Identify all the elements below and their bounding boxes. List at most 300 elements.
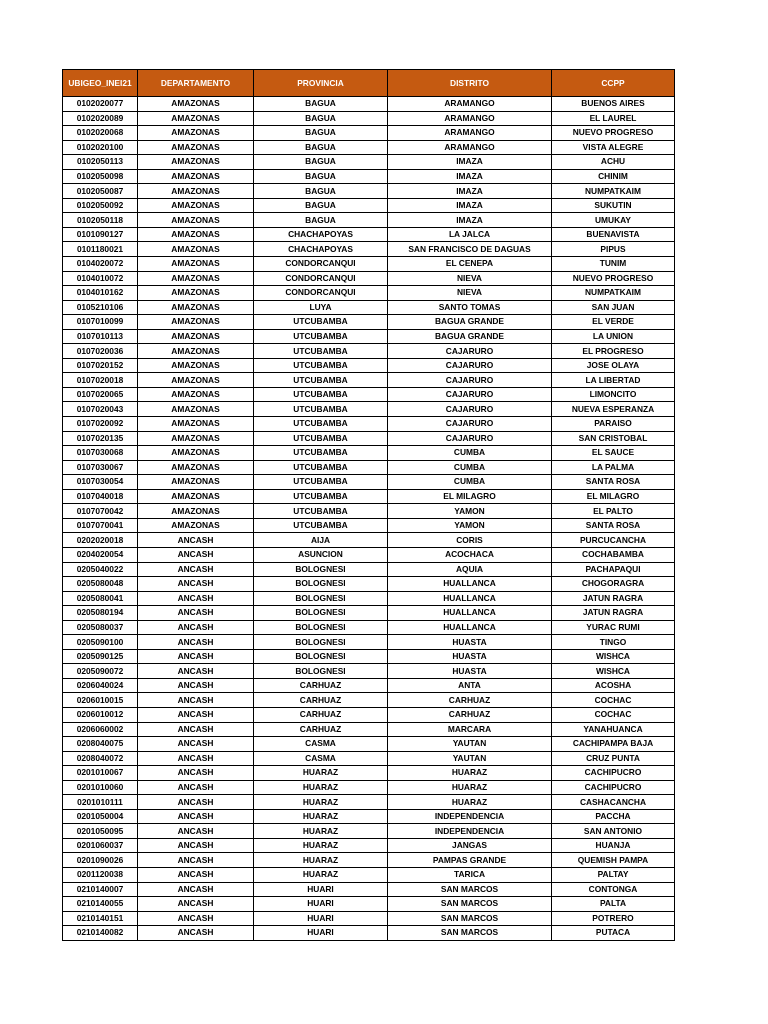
cell-distrito: ANTA: [388, 678, 552, 693]
cell-distrito: AQUIA: [388, 562, 552, 577]
cell-provincia: HUARAZ: [254, 766, 388, 781]
table-row: [63, 227, 675, 242]
cell-distrito: ARAMANGO: [388, 126, 552, 141]
cell-ccpp: LA PALMA: [552, 460, 675, 475]
cell-distrito: HUALLANCA: [388, 620, 552, 635]
cell-provincia: ASUNCION: [254, 547, 388, 562]
cell-ccpp: PUTACA: [552, 926, 675, 941]
cell-departamento: ANCASH: [138, 824, 254, 839]
cell-ubigeo: 0206010012: [63, 707, 138, 722]
cell-distrito: HUARAZ: [388, 780, 552, 795]
table-row: [63, 562, 675, 577]
cell-distrito: HUARAZ: [388, 766, 552, 781]
cell-ccpp: CACHIPAMPA BAJA: [552, 737, 675, 752]
table-row: [63, 547, 675, 562]
table-row: [63, 387, 675, 402]
cell-ccpp: NUEVO PROGRESO: [552, 126, 675, 141]
cell-ubigeo: 0205040022: [63, 562, 138, 577]
cell-ubigeo: 0205090100: [63, 635, 138, 650]
cell-ccpp: EL LAUREL: [552, 111, 675, 126]
cell-distrito: ARAMANGO: [388, 140, 552, 155]
cell-departamento: AMAZONAS: [138, 315, 254, 330]
cell-departamento: ANCASH: [138, 926, 254, 941]
cell-ccpp: ACHU: [552, 155, 675, 170]
cell-ubigeo: 0201050095: [63, 824, 138, 839]
cell-ubigeo: 0206010015: [63, 693, 138, 708]
cell-distrito: HUALLANCA: [388, 606, 552, 621]
cell-ccpp: POTRERO: [552, 911, 675, 926]
cell-departamento: ANCASH: [138, 547, 254, 562]
table-row: [63, 664, 675, 679]
cell-ubigeo: 0104010162: [63, 286, 138, 301]
cell-distrito: ACOCHACA: [388, 547, 552, 562]
cell-distrito: IMAZA: [388, 184, 552, 199]
table-row: [63, 737, 675, 752]
cell-provincia: AIJA: [254, 533, 388, 548]
cell-provincia: UTCUBAMBA: [254, 358, 388, 373]
cell-provincia: BAGUA: [254, 198, 388, 213]
cell-ccpp: YANAHUANCA: [552, 722, 675, 737]
cell-ccpp: NUEVA ESPERANZA: [552, 402, 675, 417]
cell-provincia: UTCUBAMBA: [254, 417, 388, 432]
column-header-departamento: DEPARTAMENTO: [138, 70, 254, 97]
cell-ccpp: WISHCA: [552, 664, 675, 679]
table-header: [63, 70, 675, 97]
cell-provincia: UTCUBAMBA: [254, 387, 388, 402]
cell-distrito: CAJARURO: [388, 373, 552, 388]
cell-ubigeo: 0205080048: [63, 577, 138, 592]
cell-distrito: SAN MARCOS: [388, 926, 552, 941]
table-row: [63, 242, 675, 257]
table-row: [63, 620, 675, 635]
cell-ccpp: TUNIM: [552, 257, 675, 272]
cell-departamento: AMAZONAS: [138, 504, 254, 519]
table-row: [63, 897, 675, 912]
cell-ubigeo: 0206040024: [63, 678, 138, 693]
table-row: [63, 358, 675, 373]
cell-distrito: HUASTA: [388, 635, 552, 650]
cell-ccpp: SAN JUAN: [552, 300, 675, 315]
cell-ubigeo: 0208040075: [63, 737, 138, 752]
table-row: [63, 431, 675, 446]
cell-departamento: ANCASH: [138, 591, 254, 606]
cell-departamento: ANCASH: [138, 649, 254, 664]
table-row: [63, 591, 675, 606]
cell-distrito: SANTO TOMAS: [388, 300, 552, 315]
cell-provincia: UTCUBAMBA: [254, 504, 388, 519]
cell-distrito: SAN MARCOS: [388, 897, 552, 912]
cell-departamento: AMAZONAS: [138, 460, 254, 475]
cell-ccpp: EL PALTO: [552, 504, 675, 519]
cell-ccpp: LA UNION: [552, 329, 675, 344]
cell-distrito: CAJARURO: [388, 402, 552, 417]
cell-ubigeo: 0104010072: [63, 271, 138, 286]
cell-departamento: AMAZONAS: [138, 111, 254, 126]
cell-provincia: HUARAZ: [254, 867, 388, 882]
cell-ccpp: LA LIBERTAD: [552, 373, 675, 388]
cell-distrito: TARICA: [388, 867, 552, 882]
cell-departamento: ANCASH: [138, 664, 254, 679]
cell-ubigeo: 0102020077: [63, 97, 138, 112]
cell-ccpp: EL PROGRESO: [552, 344, 675, 359]
cell-departamento: AMAZONAS: [138, 126, 254, 141]
table-row: [63, 678, 675, 693]
cell-ubigeo: 0107020018: [63, 373, 138, 388]
table-body: [63, 97, 675, 941]
cell-ubigeo: 0205080037: [63, 620, 138, 635]
cell-distrito: SAN FRANCISCO DE DAGUAS: [388, 242, 552, 257]
table-row: [63, 169, 675, 184]
cell-departamento: ANCASH: [138, 795, 254, 810]
cell-ubigeo: 0102020068: [63, 126, 138, 141]
cell-ubigeo: 0205090125: [63, 649, 138, 664]
table-row: [63, 882, 675, 897]
cell-ccpp: YURAC RUMI: [552, 620, 675, 635]
cell-distrito: CUMBA: [388, 460, 552, 475]
cell-ubigeo: 0201060037: [63, 838, 138, 853]
cell-ubigeo: 0107020065: [63, 387, 138, 402]
cell-departamento: AMAZONAS: [138, 329, 254, 344]
table-row: [63, 344, 675, 359]
cell-ccpp: EL VERDE: [552, 315, 675, 330]
cell-provincia: UTCUBAMBA: [254, 460, 388, 475]
cell-ccpp: NUEVO PROGRESO: [552, 271, 675, 286]
cell-ubigeo: 0107030067: [63, 460, 138, 475]
table-row: [63, 635, 675, 650]
cell-provincia: UTCUBAMBA: [254, 475, 388, 490]
cell-provincia: BOLOGNESI: [254, 620, 388, 635]
cell-departamento: AMAZONAS: [138, 402, 254, 417]
cell-provincia: UTCUBAMBA: [254, 329, 388, 344]
cell-ubigeo: 0105210106: [63, 300, 138, 315]
cell-departamento: AMAZONAS: [138, 198, 254, 213]
table-row: [63, 402, 675, 417]
cell-provincia: LUYA: [254, 300, 388, 315]
cell-departamento: ANCASH: [138, 853, 254, 868]
cell-ccpp: SANTA ROSA: [552, 518, 675, 533]
cell-distrito: CARHUAZ: [388, 693, 552, 708]
cell-distrito: EL CENEPA: [388, 257, 552, 272]
cell-ubigeo: 0107070042: [63, 504, 138, 519]
cell-ccpp: CHOGORAGRA: [552, 577, 675, 592]
table-row: [63, 126, 675, 141]
cell-distrito: CUMBA: [388, 446, 552, 461]
cell-ubigeo: 0201120038: [63, 867, 138, 882]
cell-ccpp: SAN ANTONIO: [552, 824, 675, 839]
cell-provincia: CARHUAZ: [254, 678, 388, 693]
cell-distrito: CORIS: [388, 533, 552, 548]
cell-provincia: CASMA: [254, 751, 388, 766]
cell-ubigeo: 0210140007: [63, 882, 138, 897]
cell-ccpp: NUMPATKAIM: [552, 184, 675, 199]
cell-distrito: NIEVA: [388, 271, 552, 286]
cell-ubigeo: 0210140082: [63, 926, 138, 941]
ccpp-table: [62, 69, 675, 941]
cell-departamento: AMAZONAS: [138, 344, 254, 359]
cell-provincia: BAGUA: [254, 155, 388, 170]
cell-departamento: AMAZONAS: [138, 446, 254, 461]
cell-distrito: CAJARURO: [388, 358, 552, 373]
cell-distrito: JANGAS: [388, 838, 552, 853]
cell-departamento: ANCASH: [138, 911, 254, 926]
cell-distrito: HUASTA: [388, 649, 552, 664]
cell-departamento: ANCASH: [138, 809, 254, 824]
cell-provincia: BOLOGNESI: [254, 562, 388, 577]
cell-ubigeo: 0210140151: [63, 911, 138, 926]
table-row: [63, 533, 675, 548]
cell-distrito: CUMBA: [388, 475, 552, 490]
cell-ccpp: PACHAPAQUI: [552, 562, 675, 577]
table-row: [63, 155, 675, 170]
cell-provincia: UTCUBAMBA: [254, 344, 388, 359]
cell-distrito: CAJARURO: [388, 431, 552, 446]
cell-ccpp: CACHIPUCRO: [552, 766, 675, 781]
cell-provincia: CONDORCANQUI: [254, 271, 388, 286]
table-row: [63, 271, 675, 286]
cell-distrito: CAJARURO: [388, 417, 552, 432]
cell-ccpp: NUMPATKAIM: [552, 286, 675, 301]
cell-departamento: AMAZONAS: [138, 257, 254, 272]
cell-ubigeo: 0107020092: [63, 417, 138, 432]
cell-departamento: ANCASH: [138, 882, 254, 897]
cell-provincia: HUARAZ: [254, 853, 388, 868]
cell-distrito: ARAMANGO: [388, 97, 552, 112]
cell-ubigeo: 0102050092: [63, 198, 138, 213]
cell-distrito: IMAZA: [388, 169, 552, 184]
cell-departamento: AMAZONAS: [138, 489, 254, 504]
table-row: [63, 911, 675, 926]
table-row: [63, 838, 675, 853]
table-row: [63, 286, 675, 301]
cell-ccpp: PARAISO: [552, 417, 675, 432]
cell-ubigeo: 0205090072: [63, 664, 138, 679]
cell-distrito: MARCARA: [388, 722, 552, 737]
cell-provincia: UTCUBAMBA: [254, 518, 388, 533]
table-row: [63, 751, 675, 766]
cell-distrito: HUARAZ: [388, 795, 552, 810]
column-header-distrito: DISTRITO: [388, 70, 552, 97]
table-row: [63, 446, 675, 461]
cell-departamento: AMAZONAS: [138, 387, 254, 402]
cell-ubigeo: 0107020043: [63, 402, 138, 417]
cell-ccpp: BUENOS AIRES: [552, 97, 675, 112]
cell-ubigeo: 0201090026: [63, 853, 138, 868]
cell-ccpp: CASHACANCHA: [552, 795, 675, 810]
cell-ccpp: CACHIPUCRO: [552, 780, 675, 795]
cell-provincia: BAGUA: [254, 169, 388, 184]
cell-distrito: NIEVA: [388, 286, 552, 301]
table-row: [63, 184, 675, 199]
cell-ccpp: PALTA: [552, 897, 675, 912]
cell-ccpp: CHINIM: [552, 169, 675, 184]
cell-ubigeo: 0107030068: [63, 446, 138, 461]
cell-provincia: CONDORCANQUI: [254, 286, 388, 301]
cell-distrito: PAMPAS GRANDE: [388, 853, 552, 868]
cell-departamento: AMAZONAS: [138, 475, 254, 490]
cell-provincia: CHACHAPOYAS: [254, 227, 388, 242]
cell-ccpp: JATUN RAGRA: [552, 591, 675, 606]
cell-provincia: BAGUA: [254, 213, 388, 228]
cell-ubigeo: 0102050087: [63, 184, 138, 199]
cell-ubigeo: 0202020018: [63, 533, 138, 548]
table-row: [63, 518, 675, 533]
cell-ubigeo: 0107020036: [63, 344, 138, 359]
table-row: [63, 693, 675, 708]
cell-departamento: ANCASH: [138, 722, 254, 737]
cell-departamento: AMAZONAS: [138, 271, 254, 286]
cell-ccpp: EL SAUCE: [552, 446, 675, 461]
cell-distrito: BAGUA GRANDE: [388, 329, 552, 344]
cell-departamento: AMAZONAS: [138, 97, 254, 112]
cell-ccpp: JATUN RAGRA: [552, 606, 675, 621]
cell-ccpp: SUKUTIN: [552, 198, 675, 213]
cell-ubigeo: 0210140055: [63, 897, 138, 912]
cell-departamento: ANCASH: [138, 867, 254, 882]
cell-distrito: SAN MARCOS: [388, 911, 552, 926]
cell-ubigeo: 0107010113: [63, 329, 138, 344]
cell-departamento: AMAZONAS: [138, 213, 254, 228]
table-row: [63, 475, 675, 490]
cell-ubigeo: 0101180021: [63, 242, 138, 257]
cell-provincia: CONDORCANQUI: [254, 257, 388, 272]
cell-ccpp: CONTONGA: [552, 882, 675, 897]
cell-ubigeo: 0107020135: [63, 431, 138, 446]
table-row: [63, 373, 675, 388]
cell-provincia: HUARAZ: [254, 795, 388, 810]
cell-ccpp: JOSE OLAYA: [552, 358, 675, 373]
cell-ubigeo: 0107010099: [63, 315, 138, 330]
cell-ubigeo: 0208040072: [63, 751, 138, 766]
cell-departamento: ANCASH: [138, 533, 254, 548]
cell-provincia: CHACHAPOYAS: [254, 242, 388, 257]
table-row: [63, 140, 675, 155]
table-row: [63, 213, 675, 228]
table-row: [63, 460, 675, 475]
cell-departamento: ANCASH: [138, 620, 254, 635]
table-row: [63, 867, 675, 882]
cell-ccpp: PALTAY: [552, 867, 675, 882]
cell-ccpp: SANTA ROSA: [552, 475, 675, 490]
cell-ubigeo: 0201010060: [63, 780, 138, 795]
cell-departamento: AMAZONAS: [138, 227, 254, 242]
cell-ubigeo: 0107030054: [63, 475, 138, 490]
cell-distrito: SAN MARCOS: [388, 882, 552, 897]
cell-departamento: AMAZONAS: [138, 358, 254, 373]
cell-ccpp: COCHAC: [552, 707, 675, 722]
cell-distrito: IMAZA: [388, 213, 552, 228]
cell-ubigeo: 0204020054: [63, 547, 138, 562]
cell-distrito: HUASTA: [388, 664, 552, 679]
cell-provincia: BOLOGNESI: [254, 606, 388, 621]
table-row: [63, 606, 675, 621]
cell-provincia: BAGUA: [254, 126, 388, 141]
cell-ubigeo: 0102020100: [63, 140, 138, 155]
cell-ccpp: COCHAC: [552, 693, 675, 708]
column-header-ccpp: CCPP: [552, 70, 675, 97]
table-row: [63, 824, 675, 839]
table-row: [63, 329, 675, 344]
cell-provincia: HUARAZ: [254, 838, 388, 853]
cell-ubigeo: 0102050098: [63, 169, 138, 184]
cell-ccpp: HUANJA: [552, 838, 675, 853]
cell-provincia: HUARI: [254, 897, 388, 912]
table-row: [63, 649, 675, 664]
cell-ccpp: BUENAVISTA: [552, 227, 675, 242]
cell-provincia: BOLOGNESI: [254, 635, 388, 650]
cell-provincia: HUARAZ: [254, 809, 388, 824]
cell-ccpp: QUEMISH PAMPA: [552, 853, 675, 868]
cell-ubigeo: 0102050113: [63, 155, 138, 170]
cell-provincia: UTCUBAMBA: [254, 489, 388, 504]
table-row: [63, 257, 675, 272]
cell-provincia: BOLOGNESI: [254, 591, 388, 606]
cell-ccpp: LIMONCITO: [552, 387, 675, 402]
cell-departamento: AMAZONAS: [138, 242, 254, 257]
cell-departamento: ANCASH: [138, 678, 254, 693]
cell-distrito: HUALLANCA: [388, 577, 552, 592]
cell-departamento: AMAZONAS: [138, 518, 254, 533]
cell-ccpp: PURCUCANCHA: [552, 533, 675, 548]
cell-departamento: ANCASH: [138, 737, 254, 752]
cell-provincia: BOLOGNESI: [254, 664, 388, 679]
cell-provincia: HUARAZ: [254, 824, 388, 839]
cell-distrito: INDEPENDENCIA: [388, 809, 552, 824]
table-row: [63, 926, 675, 941]
cell-departamento: ANCASH: [138, 897, 254, 912]
header-row: [63, 70, 675, 97]
cell-distrito: IMAZA: [388, 198, 552, 213]
cell-departamento: AMAZONAS: [138, 417, 254, 432]
cell-distrito: YAMON: [388, 518, 552, 533]
cell-provincia: HUARI: [254, 911, 388, 926]
column-header-ubigeo: UBIGEO_INEI21: [63, 70, 138, 97]
table-row: [63, 766, 675, 781]
cell-provincia: UTCUBAMBA: [254, 431, 388, 446]
cell-distrito: CAJARURO: [388, 387, 552, 402]
cell-distrito: ARAMANGO: [388, 111, 552, 126]
cell-departamento: AMAZONAS: [138, 300, 254, 315]
cell-ccpp: PACCHA: [552, 809, 675, 824]
cell-departamento: ANCASH: [138, 562, 254, 577]
cell-provincia: UTCUBAMBA: [254, 315, 388, 330]
cell-departamento: ANCASH: [138, 635, 254, 650]
cell-departamento: ANCASH: [138, 838, 254, 853]
table-row: [63, 417, 675, 432]
cell-ccpp: PIPUS: [552, 242, 675, 257]
cell-departamento: ANCASH: [138, 751, 254, 766]
table-row: [63, 97, 675, 112]
cell-distrito: EL MILAGRO: [388, 489, 552, 504]
cell-departamento: AMAZONAS: [138, 184, 254, 199]
cell-departamento: AMAZONAS: [138, 169, 254, 184]
cell-ubigeo: 0101090127: [63, 227, 138, 242]
cell-departamento: AMAZONAS: [138, 140, 254, 155]
table-row: [63, 300, 675, 315]
table-row: [63, 780, 675, 795]
cell-departamento: ANCASH: [138, 766, 254, 781]
cell-provincia: UTCUBAMBA: [254, 373, 388, 388]
cell-ccpp: ACOSHA: [552, 678, 675, 693]
cell-provincia: BAGUA: [254, 140, 388, 155]
cell-distrito: IMAZA: [388, 155, 552, 170]
table-row: [63, 707, 675, 722]
cell-departamento: ANCASH: [138, 606, 254, 621]
cell-departamento: ANCASH: [138, 693, 254, 708]
cell-provincia: HUARI: [254, 882, 388, 897]
cell-ubigeo: 0104020072: [63, 257, 138, 272]
cell-distrito: BAGUA GRANDE: [388, 315, 552, 330]
cell-ubigeo: 0201050004: [63, 809, 138, 824]
